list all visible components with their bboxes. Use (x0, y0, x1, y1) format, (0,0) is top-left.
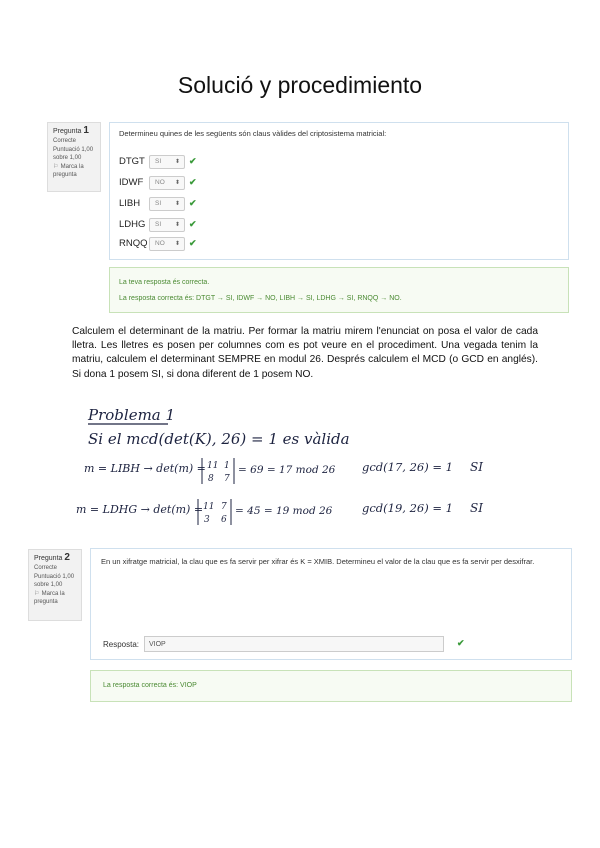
feedback-correct-answer: La resposta correcta és: DTGT → SI, IDWF → NO, LIBH → SI, LDHG → SI, RNQQ → NO. (119, 295, 402, 302)
handwritten-notes (72, 400, 532, 525)
explanation-paragraph: Calculem el determinant de la matriu. Per formar la matriu mirem l'enunciat on posa el valor de cada lletra. Les lletres es posen per columnes com es pot veure en el procediment. Una vegada tenim la matriu, calculem el determinant SEMPRE en modul 26. Després calculem el MCD (o GCD en anglés). Si dona 1 posem SI, si dona diferent de 1 posem NO. (72, 326, 538, 380)
question-1-box (109, 122, 569, 260)
hw-line-3-verdict: SI (470, 501, 483, 515)
hw-line-3-result: = 45 = 19 mod 26 (235, 505, 333, 517)
check-icon: ✔ (457, 638, 465, 648)
answer-label: Resposta: (103, 640, 140, 649)
key-label: LDHG (119, 219, 146, 230)
hw-matrix-cell: 8 (208, 474, 214, 484)
chevron-down-icon: ⬍ (174, 200, 180, 207)
key-select[interactable]: SI ⬍ (149, 218, 185, 232)
key-label: LIBH (119, 198, 141, 209)
hw-line-2-gcd: gcd(17, 26) = 1 (362, 460, 453, 474)
question-1-number: Pregunta 1 (53, 125, 89, 136)
hw-matrix-cell: 7 (224, 474, 230, 484)
page-title: Solució y procedimiento (177, 72, 423, 98)
question-2-prompt: En un xifratge matricial, la clau que es fa servir per xifrar és K = XMIB. Determineu el valor de la clau que es fa servir per desxifrar. (101, 557, 535, 566)
hw-line-3-left: m = LDHG → det(m) = (76, 503, 204, 516)
question-2-number: Pregunta 2 (34, 552, 70, 563)
key-label: IDWF (119, 177, 144, 188)
key-row (119, 153, 197, 170)
chevron-down-icon: ⬍ (174, 240, 180, 247)
question-1-status: Correcte (53, 137, 77, 144)
hw-matrix-cell: 3 (204, 515, 210, 525)
flag-icon: ⚐ (34, 591, 40, 597)
hw-matrix-cell: 7 (221, 502, 227, 512)
key-row (119, 216, 197, 233)
key-select[interactable]: NO ⬍ (149, 237, 185, 251)
question-2-info (28, 549, 82, 621)
chevron-down-icon: ⬍ (174, 179, 180, 186)
key-label: RNQQ (119, 238, 148, 249)
hw-heading: Problema 1 (88, 406, 176, 424)
question-1-prompt: Determineu quines de les següents són claus vàlides del criptosistema matricial: (119, 129, 387, 138)
hw-line-3-gcd: gcd(19, 26) = 1 (362, 501, 453, 515)
feedback-title: La teva resposta és correcta. (119, 279, 210, 286)
hw-matrix-cell: 6 (221, 515, 227, 525)
key-row (119, 174, 197, 191)
check-icon: ✔ (189, 238, 197, 248)
flag-icon: ⚐ (53, 164, 59, 170)
check-icon: ✔ (189, 198, 197, 208)
key-row (119, 235, 197, 252)
feedback-correct-answer: La resposta correcta és: VIOP (103, 682, 197, 689)
question-2-score: Puntuació 1,00 sobre 1,00 (34, 574, 75, 588)
chevron-down-icon: ⬍ (174, 221, 180, 228)
question-1-score: Puntuació 1,00 sobre 1,00 (53, 147, 94, 161)
hw-matrix-cell: 11 (207, 461, 219, 471)
check-icon: ✔ (189, 219, 197, 229)
question-1-flag[interactable]: ⚐ Marca la pregunta (53, 164, 84, 178)
question-2-flag[interactable]: ⚐ Marca la pregunta (34, 591, 65, 605)
question-2-status: Correcte (34, 564, 58, 571)
hw-matrix-cell: 11 (203, 502, 215, 512)
hw-line-2-left: m = LIBH → det(m) = (84, 462, 206, 475)
hw-matrix-cell: 1 (224, 461, 230, 471)
check-icon: ✔ (189, 177, 197, 187)
key-select[interactable]: SI ⬍ (149, 197, 185, 211)
key-select[interactable]: SI ⬍ (149, 155, 185, 169)
hw-line-2-result: = 69 = 17 mod 26 (238, 464, 336, 476)
hw-line-1: Si el mcd(det(K), 26) = 1 es vàlida (88, 430, 350, 448)
key-row (119, 195, 197, 212)
answer-input[interactable]: VIOP (144, 636, 444, 652)
question-1-info (47, 122, 101, 192)
check-icon: ✔ (189, 156, 197, 166)
question-2-box (90, 548, 572, 660)
chevron-down-icon: ⬍ (174, 158, 180, 165)
key-label: DTGT (119, 156, 145, 167)
hw-line-2-verdict: SI (470, 460, 483, 474)
question-1-feedback (109, 267, 569, 313)
question-2-feedback (90, 670, 572, 702)
key-select[interactable]: NO ⬍ (149, 176, 185, 190)
